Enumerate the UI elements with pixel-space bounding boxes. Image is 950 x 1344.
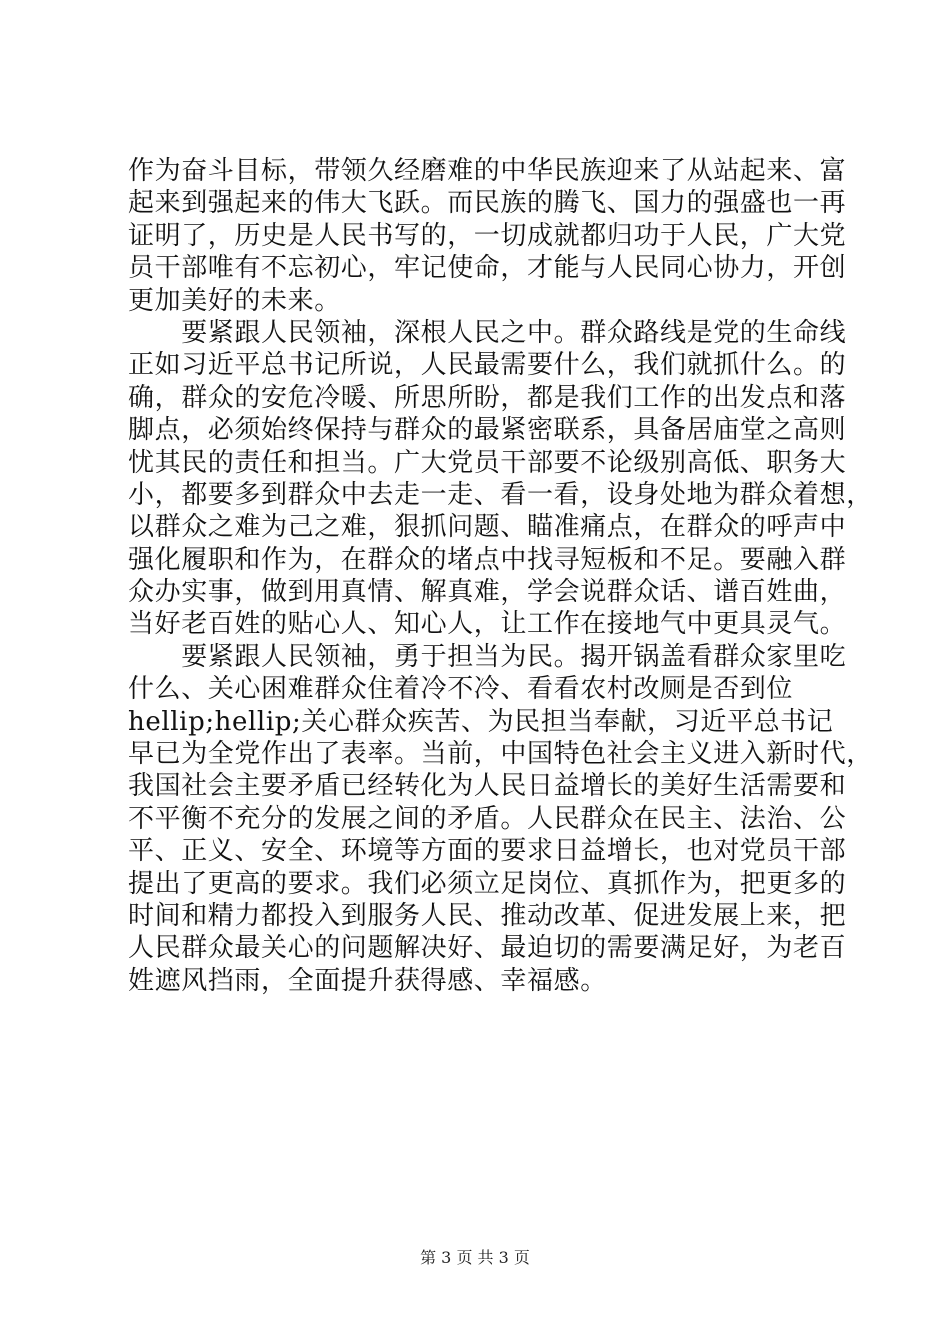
text-line: 强化履职和作为，在群众的堵点中找寻短板和不足。要融入群 (128, 544, 847, 575)
text-line: 人民群众最关心的问题解决好、最迫切的需要满足好，为老百 (128, 933, 847, 964)
text-line: 脚点，必须始终保持与群众的最紧密联系，具备居庙堂之高则 (128, 415, 847, 446)
text-line: 众办实事，做到用真情、解真难，学会说群众话、谱百姓曲， (128, 577, 847, 608)
text-line: 提出了更高的要求。我们必须立足岗位、真抓作为，把更多的 (128, 868, 847, 899)
text-line: 不平衡不充分的发展之间的矛盾。人民群众在民主、法治、公 (128, 803, 847, 834)
text-line: 小，都要多到群众中去走一走、看一看，设身处地为群众着想， (128, 479, 873, 510)
text-line: 时间和精力都投入到服务人民、推动改革、促进发展上来，把 (128, 900, 847, 931)
text-line: 姓遮风挡雨，全面提升获得感、幸福感。 (128, 965, 607, 996)
text-line: 更加美好的未来。 (128, 285, 341, 316)
text-line: 确，群众的安危冷暖、所思所盼，都是我们工作的出发点和落 (128, 382, 847, 413)
text-line: 平、正义、安全、环境等方面的要求日益增长，也对党员干部 (128, 836, 847, 867)
text-line: 员干部唯有不忘初心，牢记使命，才能与人民同心协力，开创 (128, 253, 847, 284)
text-line: 忧其民的责任和担当。广大党员干部要不论级别高低、职务大 (128, 447, 847, 478)
text-line: 当好老百姓的贴心人、知心人，让工作在接地气中更具灵气。 (128, 609, 847, 640)
page-number-footer: 第 3 页 共 3 页 (420, 1248, 530, 1267)
text-line: 以群众之难为己之难，狠抓问题、瞄准痛点，在群众的呼声中 (128, 512, 847, 543)
text-line: 证明了，历史是人民书写的，一切成就都归功于人民，广大党 (128, 220, 847, 251)
text-line: 要紧跟人民领袖，深根人民之中。群众路线是党的生命线 (128, 317, 847, 348)
text-line: 我国社会主要矛盾已经转化为人民日益增长的美好生活需要和 (128, 771, 847, 802)
text-line: hellip;hellip;关心群众疾苦、为民担当奉献，习近平总书记 (128, 706, 834, 737)
text-line: 正如习近平总书记所说，人民最需要什么，我们就抓什么。的 (128, 350, 847, 381)
text-line: 什么、关心困难群众住着冷不冷、看看农村改厕是否到位 (128, 674, 794, 705)
text-line: 作为奋斗目标，带领久经磨难的中华民族迎来了从站起来、富 (128, 156, 847, 186)
document-body (128, 155, 873, 997)
text-line: 起来到强起来的伟大飞跃。而民族的腾飞、国力的强盛也一再 (128, 188, 847, 219)
text-line: 要紧跟人民领袖，勇于担当为民。揭开锅盖看群众家里吃 (128, 641, 847, 672)
text-line: 早已为全党作出了表率。当前，中国特色社会主义进入新时代， (128, 739, 873, 770)
